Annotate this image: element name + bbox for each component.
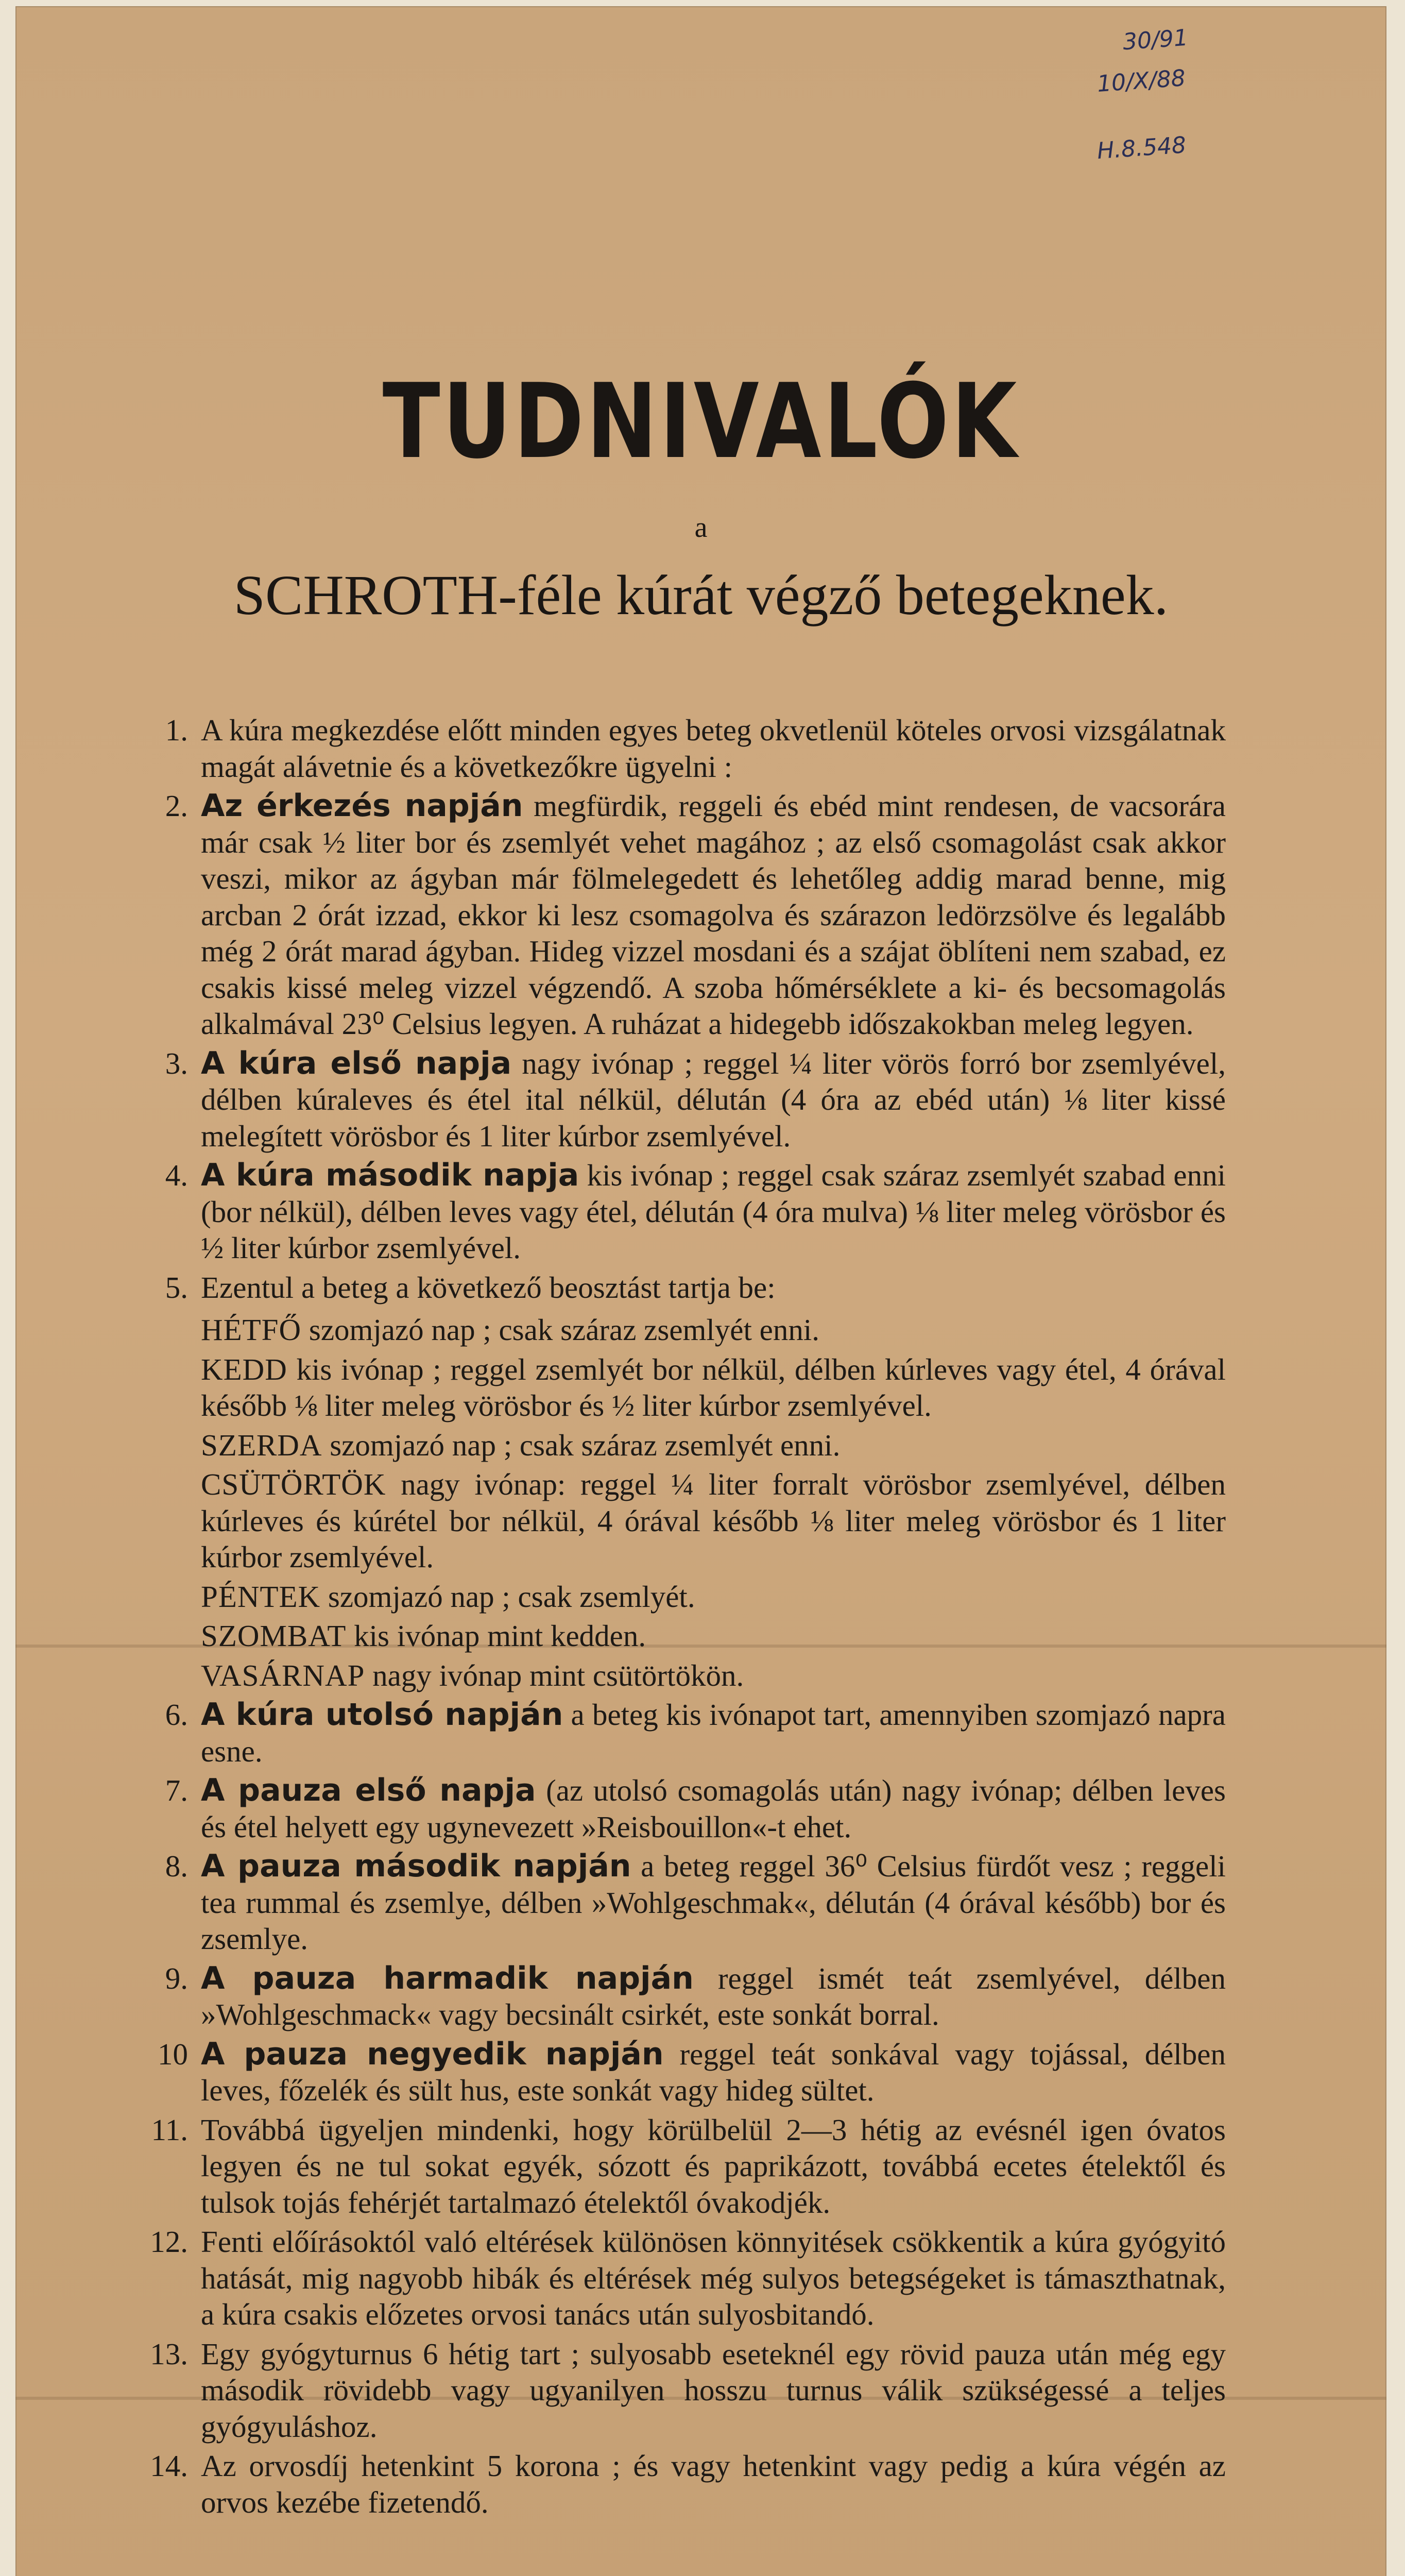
day-text: szomjazó nap ; csak száraz zsemlyét enni. [322,1428,841,1462]
rule-item [165,1157,1226,1266]
day-text: szomjazó nap ; csak száraz zsemlyét enni. [301,1313,819,1347]
rule-number: 7. [165,1773,188,1807]
rule-item [158,2036,1226,2109]
day-text: kis ivónap ; reggel zsemlyét bor nélkül, délben kúrleves vagy étel, 4 órával később ⅛ liter meleg vörösbor és ½ liter kúrbor zsemlyével. [201,1352,1226,1422]
rule-number: 12. [150,2225,188,2259]
rule-text: megfürdik, reggeli és ebéd mint rendesen, de vacsorára már csak ½ liter bor és zsemlyét vehet magához ; az első csomagolást csak akkor veszi, mikor az ágyban már fölmelegedett és lehetőleg addig marad benne, mig arcban 2 órát izzad, ekkor ki lesz csomagolva és szárazon ledörzsölve és legalább még 2 órát marad ágyban. Hideg vizzel mosdani és a szájat öblíteni nem szabad, ez csakis kissé meleg vizzel végzendő. A szoba hőmérséklete a ki- és becsomagolás alkalmával 23⁰ Celsius legyen. A ruházat a hidegebb időszakokban meleg legyen. [201,789,1226,1041]
rule-text: Fenti előírásoktól való eltérések különösen könnyitések csökkentik a kúra gyógyitó hatását, mig nagyobb hibák és eltérések még sulyos betegségeket is támaszthatnak, a kúra csakis előzetes orvosi tanács után sulyosbitandó. [201,2225,1226,2331]
day-name: HÉTFŐ [201,1313,302,1347]
schedule-day [201,1312,1226,1348]
rule-number: 5. [165,1270,188,1304]
rule-text: Továbbá ügyeljen mindenki, hogy körülbelül 2—3 hétig az evésnél igen óvatos legyen és ne tul sokat egyék, sózott és paprikázott, továbbá ecetes ételektől és tulsok tojás fehérjét tartalmazó ételektől óvakodjék. [201,2112,1226,2219]
rule-number: 13. [150,2336,188,2371]
rule-text: (az utolsó csomagolás után) nagy ivónap; délben leves és étel helyett egy ugynevezett »Reisbouillon«-t ehet. [201,1773,1226,1844]
title-connector: a [694,512,708,544]
schedule-day [201,1351,1226,1424]
day-text: nagy ivónap mint csütörtökön. [365,1658,744,1692]
archive-mark: 30/91 [1122,24,1189,56]
rule-item [165,1960,1226,2033]
rule-item [150,2224,1226,2333]
rule-lead: A pauza negyedik napján [201,2036,664,2072]
rules-list [150,712,1226,2523]
rule-text: Ezentul a beteg a következő beosztást tartja be: [201,1270,776,1304]
rule-item [151,2112,1226,2221]
rule-text: Egy gyógyturnus 6 hétig tart ; sulyosabb eseteknél egy rövid pauza után még egy második rövidebb vagy ugyanilyen hosszu turnus válik szükségessé a teljes gyógyuláshoz. [201,2336,1226,2444]
rule-item [165,712,1226,785]
day-text: szomjazó nap ; csak zsemlyét. [320,1579,695,1614]
rule-text: A kúra megkezdése előtt minden egyes beteg okvetlenül köteles orvosi vizsgálatnak magát alávetnie és a következőkre ügyelni : [201,713,1226,784]
rule-number: 14. [150,2449,188,2483]
schedule-day [201,1618,1226,1654]
rule-lead: A pauza első napja [201,1772,536,1808]
rule-number: 1. [165,713,188,747]
rule-text: Az orvosdíj hetenkint 5 korona ; és vagy hetenkint vagy pedig a kúra végén az orvos kezébe fizetendő. [201,2449,1226,2519]
rule-text: reggel ismét teát zsemlyével, délben »Wohlgeschmack« vagy becsinált csirkét, este sonkát borral. [201,1961,1226,2031]
rule-number: 9. [165,1961,188,1995]
rule-text: a beteg kis ivónapot tart, amennyiben szomjazó napra esne. [201,1698,1226,1768]
rule-lead: A kúra második napja [201,1157,579,1193]
rule-number: 11. [151,2112,188,2147]
rule-number: 6. [165,1698,188,1732]
rule-lead: Az érkezés napján [201,788,523,824]
archive-mark: H.8.548 [1096,132,1187,164]
rule-lead: A pauza második napján [201,1848,631,1884]
rule-item [165,1848,1226,1957]
rule-item [165,788,1226,1042]
rule-text: a beteg reggel 36⁰ Celsius fürdőt vesz ; reggeli tea rummal és zsemlye, délben »Wohlgeschmak«, délután (4 órával később) bor és zsemlye. [201,1849,1226,1956]
day-name: CSÜTÖRTÖK [201,1467,386,1501]
rule-text: nagy ivónap ; reggel ¼ liter vörös forró bor zsemlyével, délben kúraleves és étel ital nélkül, délután (4 óra az ebéd után) ⅛ liter kissé melegített vörösbor és 1 liter kúrbor zsemlyével. [201,1046,1226,1153]
day-name: KEDD [201,1352,287,1386]
rule-text: reggel teát sonkával vagy tojással, délben leves, főzelék és sült hus, este sonkát vagy hideg sültet. [201,2037,1226,2107]
rule-text: kis ivónap ; reggel csak száraz zsemlyét szabad enni (bor nélkül), délben leves vagy étel, délután (4 óra mulva) ⅛ liter meleg vörösbor és ½ liter kúrbor zsemlyével. [201,1158,1226,1265]
schedule-day [201,1657,1226,1694]
rule-lead: A pauza harmadik napján [201,1960,694,1996]
rule-item [150,2336,1226,2445]
day-text: kis ivónap mint kedden. [346,1619,646,1653]
rule-item [165,1269,1226,1694]
day-name: PÉNTEK [201,1579,321,1614]
rule-lead: A kúra utolsó napján [201,1697,563,1733]
rule-number: 3. [165,1046,188,1080]
rule-item [165,1045,1226,1155]
rule-item [150,2448,1226,2520]
rule-number: 4. [165,1158,188,1192]
weekly-schedule [201,1312,1226,1693]
document-subtitle: SCHROTH-féle kúrát végző betegeknek. [233,564,1169,626]
archive-mark: 10/X/88 [1096,65,1187,97]
rule-number: 10 [158,2037,188,2071]
schedule-day [201,1466,1226,1575]
document-sheet [15,6,1386,2576]
rule-item [165,1772,1226,1845]
day-name: SZOMBAT [201,1619,347,1653]
rule-number: 2. [165,789,188,823]
document-title: TUDNIVALÓK [382,362,1020,482]
rule-number: 8. [165,1849,188,1883]
schedule-day [201,1579,1226,1615]
rule-lead: A kúra első napja [201,1045,512,1081]
schedule-day [201,1427,1226,1464]
day-name: VASÁRNAP [201,1658,365,1692]
day-text: nagy ivónap: reggel ¼ liter forralt vörösbor zsemlyével, délben kúrleves és kúrétel bor nélkül, 4 órával később ⅛ liter meleg vörösbor és 1 liter kúrbor zsemlyével. [201,1467,1226,1574]
day-name: SZERDA [201,1428,322,1462]
rule-item [165,1697,1226,1769]
